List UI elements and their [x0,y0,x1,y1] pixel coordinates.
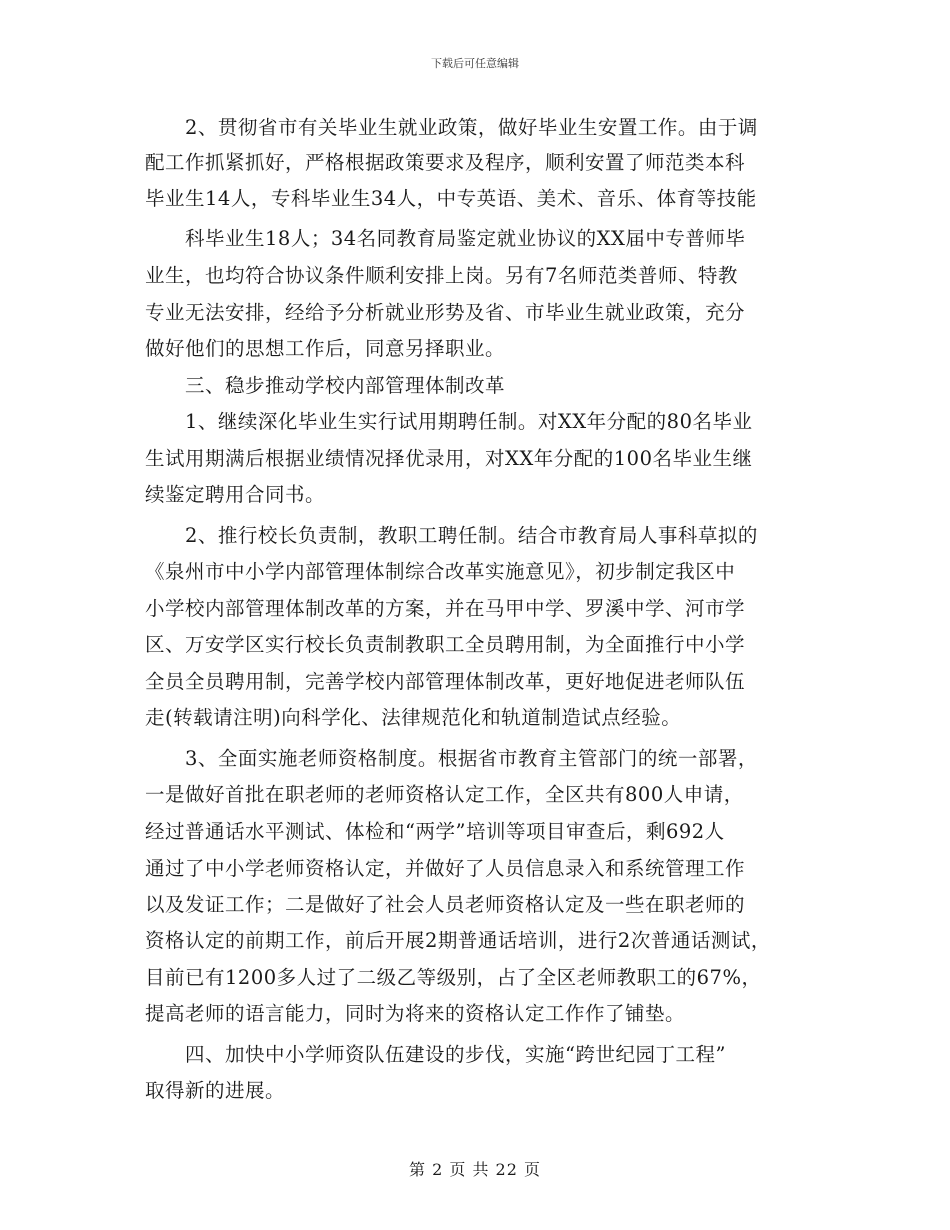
text-line: 生试用期满后根据业绩情况择优录用，对XX年分配的100名毕业生继 [145,447,753,470]
section-heading: 三、稳步推动学校内部管理体制改革 [185,374,506,397]
text-line: 3、全面实施老师资格制度。根据省市教育主管部门的统一部署， [185,747,758,770]
text-line: 做好他们的思想工作后，同意另择职业。 [145,337,506,360]
text-line: 续鉴定聘用合同书。 [145,483,326,506]
text-line: 以及发证工作；二是做好了社会人员老师资格认定及一些在职老师的 [145,893,746,916]
text-line: 区、万安学区实行校长负责制教职工全员聘用制，为全面推行中小学 [145,633,746,656]
text-line: 资格认定的前期工作，前后开展2期普通话培训，进行2次普通话测试， [145,929,771,952]
text-line: 小学校内部管理体制改革的方案，并在马甲中学、罗溪中学、河市学 [145,597,746,620]
text-line: 科毕业生18人；34名同教育局鉴定就业协议的XX届中专普师毕 [185,227,746,250]
text-line: 毕业生14人，专科毕业生34人，中专英语、美术、音乐、体育等技能 [145,187,757,210]
page-number-footer: 第 2 页 共 22 页 [409,1160,541,1179]
text-line: 《泉州市中小学内部管理体制综合改革实施意见》，初步制定我区中 [145,560,736,583]
text-line: 2、贯彻省市有关毕业生就业政策，做好毕业生安置工作。由于调 [185,116,758,139]
text-line: 经过普通话水平测试、体检和“两学”培训等项目审查后，剩692人 [145,820,725,843]
text-line: 业生，也均符合协议条件顺利安排上岗。另有7名师范类普师、特教 [145,264,738,287]
section-heading: 四、加快中小学师资队伍建设的步伐，实施“跨世纪园丁工程” [185,1043,726,1066]
text-line: 提高老师的语言能力，同时为将来的资格认定工作作了铺垫。 [145,1002,686,1025]
text-line: 一是做好首批在职老师的老师资格认定工作，全区共有800人申请， [145,783,744,806]
text-line: 取得新的进展。 [145,1079,286,1102]
text-line: 全员全员聘用制，完善学校内部管理体制改革，更好地促进老师队伍 [145,670,746,693]
text-line: 专业无法安排，经给予分析就业形势及省、市毕业生就业政策，充分 [145,301,746,324]
text-line: 通过了中小学老师资格认定，并做好了人员信息录入和系统管理工作 [145,857,746,880]
text-line: 走(转载请注明)向科学化、法律规范化和轨道制造试点经验。 [145,706,682,729]
text-line: 配工作抓紧抓好，严格根据政策要求及程序，顺利安置了师范类本科 [145,151,746,174]
page-header: 下载后可任意编辑 [431,57,519,70]
text-line: 2、推行校长负责制，教职工聘任制。结合市教育局人事科草拟的 [185,524,758,547]
text-line: 目前已有1200多人过了二级乙等级别，占了全区老师教职工的67%， [145,966,762,989]
text-line: 1、继续深化毕业生实行试用期聘任制。对XX年分配的80名毕业 [185,410,753,433]
